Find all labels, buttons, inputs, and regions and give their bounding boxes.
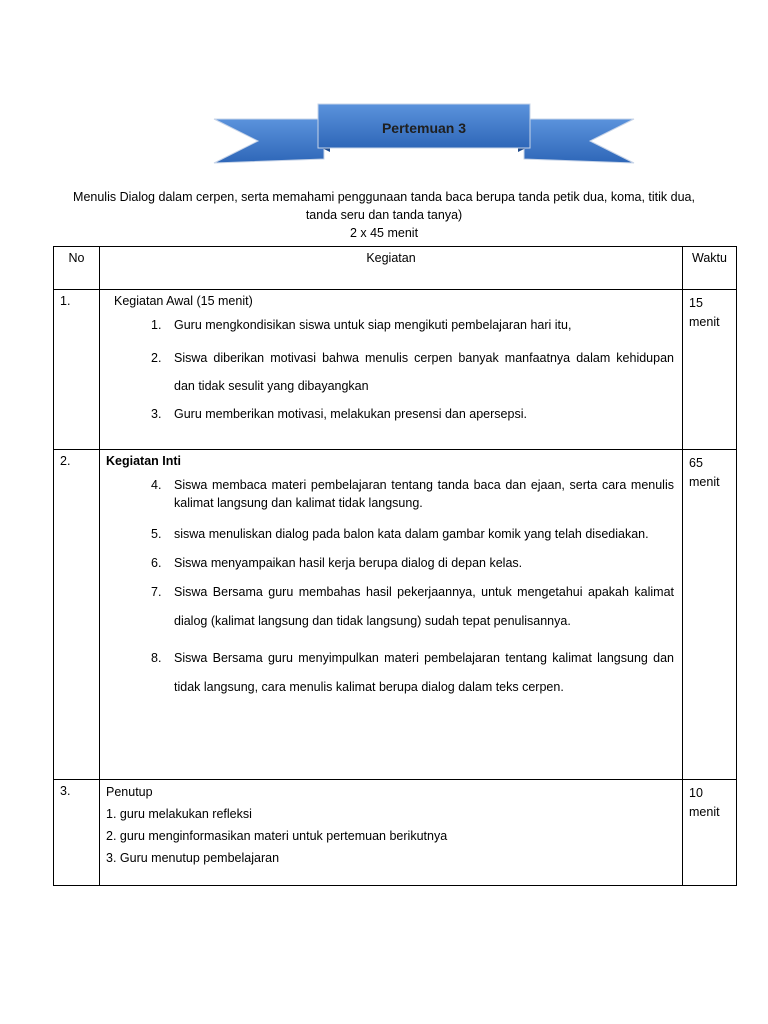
row-activity — [100, 450, 683, 780]
closing-item: 2. guru menginformasikan materi untuk pertemuan berikutnya — [106, 829, 448, 843]
item-text: Siswa Bersama guru menyimpulkan materi pembelajaran tentang kalimat langsung dan tidak langsung, cara menulis kalimat berupa dialog dalam teks cerpen. — [174, 651, 674, 694]
ribbon-title: Pertemuan 3 — [381, 120, 467, 136]
item-number: 6. — [151, 556, 162, 570]
list-item — [100, 520, 682, 549]
list-item — [100, 476, 682, 512]
subtitle-line-2: tanda seru dan tanda tanya) — [305, 208, 463, 222]
item-number: 2. — [151, 351, 162, 365]
table-header-row — [54, 247, 737, 290]
list-item — [100, 344, 682, 400]
item-text: Siswa Bersama guru membahas hasil pekerjaannya, untuk mengetahui apakah kalimat dialog (kalimat langsung dan tidak langsung) sudah tepat penulisannya. — [174, 585, 674, 628]
item-text: Guru memberikan motivasi, melakukan presensi dan apersepsi. — [174, 407, 527, 421]
duration-text: 2 x 45 menit — [349, 226, 419, 240]
row-number: 1. — [54, 290, 100, 450]
row-number: 2. — [54, 450, 100, 780]
item-number: 3. — [151, 407, 162, 421]
item-number: 5. — [151, 527, 162, 541]
list-item — [100, 644, 682, 702]
item-number: 8. — [151, 651, 162, 665]
activity-heading: Kegiatan Awal (15 menit) — [114, 294, 253, 308]
item-text: Siswa membaca materi pembelajaran tentang tanda baca dan ejaan, serta cara menulis kalimat langsung dan kalimat tidak langsung. — [174, 478, 674, 510]
activity-list — [100, 316, 682, 428]
item-text: siswa menuliskan dialog pada balon kata dalam gambar komik yang telah disediakan. — [174, 527, 649, 541]
row-waktu: 65 menit — [683, 450, 737, 780]
subtitle-line-1: Menulis Dialog dalam cerpen, serta memahami penggunaan tanda baca berupa tanda petik dua, koma, titik dua, — [73, 190, 695, 204]
list-item — [100, 578, 682, 636]
row-activity — [100, 290, 683, 450]
table-row — [54, 450, 737, 780]
closing-item: 3. Guru menutup pembelajaran — [106, 851, 280, 865]
item-text: Guru mengkondisikan siswa untuk siap mengikuti pembelajaran hari itu, — [174, 318, 572, 332]
item-text: Siswa menyampaikan hasil kerja berupa dialog di depan kelas. — [174, 556, 523, 570]
item-number: 4. — [151, 478, 162, 492]
activity-table — [53, 246, 737, 886]
title-ribbon — [212, 100, 636, 170]
list-item — [100, 549, 682, 578]
header-waktu: Waktu — [683, 247, 737, 290]
item-number: 7. — [151, 585, 162, 599]
list-item — [100, 316, 682, 334]
row-waktu: 10 menit — [683, 780, 737, 886]
list-item — [100, 400, 682, 428]
header-no: No — [54, 247, 100, 290]
ribbon-left-tail — [214, 119, 324, 163]
closing-item: 1. guru melakukan refleksi — [106, 807, 252, 821]
table-row — [54, 290, 737, 450]
row-waktu: 15 menit — [683, 290, 737, 450]
row-activity — [100, 780, 683, 886]
activity-list — [100, 476, 682, 702]
activity-heading: Kegiatan Inti — [106, 454, 182, 468]
item-text: Siswa diberikan motivasi bahwa menulis cerpen banyak manfaatnya dalam kehidupan dan tidak sesulit yang dibayangkan — [174, 351, 674, 393]
header-kegiatan: Kegiatan — [100, 247, 683, 290]
item-number: 1. — [151, 318, 162, 332]
ribbon-right-tail — [524, 119, 634, 163]
table-row — [54, 780, 737, 886]
activity-heading: Penutup — [106, 785, 153, 799]
row-number: 3. — [54, 780, 100, 886]
